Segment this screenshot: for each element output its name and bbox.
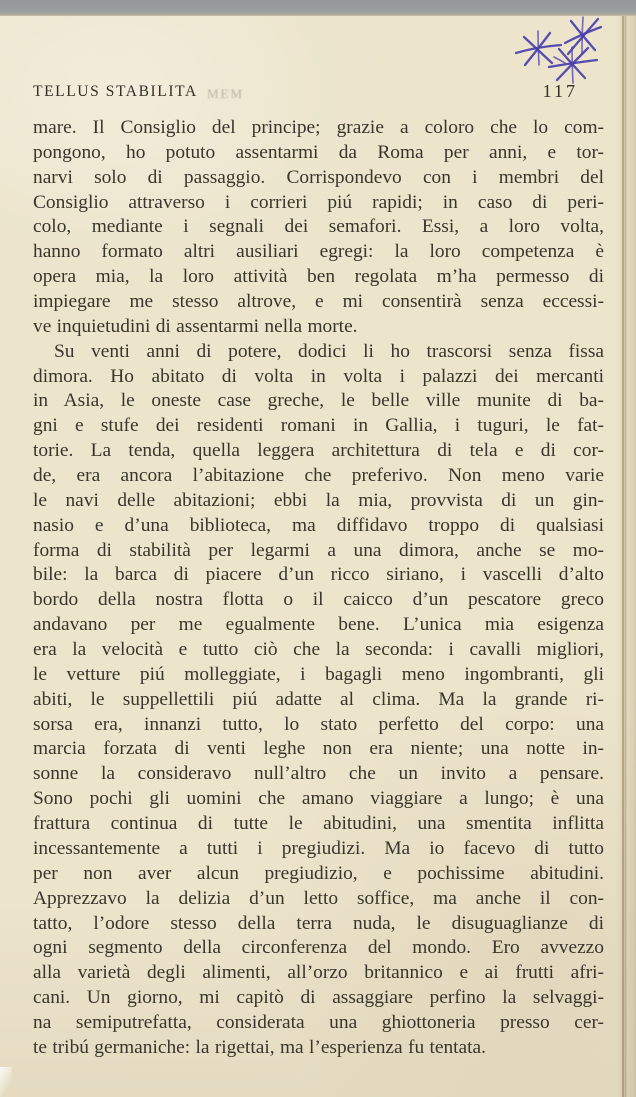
ink-doodle-asterisks bbox=[510, 16, 618, 86]
text-line: gni e stufe dei residenti romani in Gallia, i tuguri, le fat- bbox=[33, 415, 604, 437]
text-line: bile: la barca di piacere d’un ricco siriano, i vascelli d’alto bbox=[33, 564, 604, 586]
scan-corner-highlight bbox=[0, 1067, 12, 1097]
text-line: andavano per me egualmente bene. L’unica mia esigenza bbox=[33, 614, 604, 636]
text-line: colo, mediante i segnali dei semafori. Essi, a loro volta, bbox=[33, 216, 604, 238]
text-line: mare. Il Consiglio del principe; grazie a coloro che lo com- bbox=[33, 117, 604, 138]
text-line: sonne la consideravo null’altro che un invito a pensare. bbox=[33, 763, 604, 785]
book-fore-edge-shadow bbox=[616, 16, 636, 1097]
text-line: in Asia, le oneste case greche, le belle ville munite di ba- bbox=[33, 390, 604, 412]
page-edge-line bbox=[622, 16, 624, 1097]
text-line: cani. Un giorno, mi capitò di assaggiare perfino la selvaggi- bbox=[33, 987, 604, 1009]
text-line: tatto, l’odore stesso della terra nuda, le disuguaglianze di bbox=[33, 912, 604, 934]
text-line: te tribú germaniche: la rigettai, ma l’esperienza fu tentata. bbox=[33, 1036, 487, 1058]
text-line: era la velocità e tutto ciò che la seconda: i cavalli migliori, bbox=[33, 639, 604, 661]
text-line: Sono pochi gli uomini che amano viaggiare a lungo; è una bbox=[33, 788, 604, 810]
bleed-through-text: MEM bbox=[207, 86, 245, 101]
text-line: sorsa era, innanzi tutto, lo stato perfetto del corpo: una bbox=[33, 713, 604, 735]
text-line: ve inquietudini di assentarmi nella morte. bbox=[33, 315, 358, 337]
text-line: per non aver alcun pregiudizio, e pochissime abitudini. bbox=[33, 862, 604, 884]
text-line: narvi solo di passaggio. Corrispondevo con i membri del bbox=[33, 166, 604, 188]
text-line: le vetture piú molleggiate, i bagagli meno ingombranti, gli bbox=[33, 663, 604, 685]
text-line: incessantemente a tutti i pregiudizi. Ma io facevo di tutto bbox=[33, 837, 604, 859]
scanner-edge-strip bbox=[0, 0, 636, 16]
text-line: impiegare me stesso altrove, e mi consentirà senza eccessi- bbox=[33, 291, 604, 313]
text-line: alla varietà degli alimenti, all’orzo britannico e ai frutti afri- bbox=[33, 962, 604, 984]
text-line: Consiglio attraverso i corrieri piú rapidi; in caso di peri- bbox=[33, 191, 604, 213]
text-line: nasio e d’una biblioteca, ma diffidavo troppo di qualsiasi bbox=[33, 514, 604, 536]
running-title: TELLUS STABILITA bbox=[33, 83, 198, 100]
text-line: de, era ancora l’abitazione che preferivo. Non meno varie bbox=[33, 465, 604, 487]
text-line: hanno formato altri ausiliari egregi: la loro competenza è bbox=[33, 241, 604, 263]
text-line: pongono, ho potuto assentarmi da Roma per anni, e tor- bbox=[33, 141, 604, 163]
text-line: Apprezzavo la delizia d’un letto soffice, ma anche il con- bbox=[33, 887, 604, 909]
text-line: ogni segmento della circonferenza del mondo. Ero avvezzo bbox=[33, 937, 604, 959]
text-line: bordo della nostra flotta o il caicco d’un pescatore greco bbox=[33, 589, 604, 611]
page-number: 117 bbox=[542, 81, 578, 101]
text-line: forma di stabilità per legarmi a una dimora, anche se mo- bbox=[33, 539, 604, 561]
text-line: frattura continua di tutte le abitudini, una smentita inflitta bbox=[33, 813, 604, 835]
text-line: le navi delle abitazioni; ebbi la mia, provvista di un gin- bbox=[33, 489, 604, 511]
body-text-block bbox=[33, 116, 604, 1061]
text-line: torie. La tenda, quella leggera architettura di tela e di cor- bbox=[33, 440, 604, 462]
text-line: opera mia, la loro attività ben regolata m’ha permesso di bbox=[33, 266, 604, 288]
text-line: na semiputrefatta, considerata una ghiottoneria presso cer- bbox=[33, 1011, 604, 1033]
text-line: Su venti anni di potere, dodici li ho trascorsi senza fissa bbox=[54, 340, 604, 362]
text-line: dimora. Ho abitato di volta in volta i palazzi dei mercanti bbox=[33, 365, 604, 387]
page-header bbox=[0, 83, 636, 107]
text-line: marcia forzata di venti leghe non era niente; una notte in- bbox=[33, 738, 604, 760]
text-line: abiti, le suppellettili piú adatte al clima. Ma la grande ri- bbox=[33, 688, 604, 710]
